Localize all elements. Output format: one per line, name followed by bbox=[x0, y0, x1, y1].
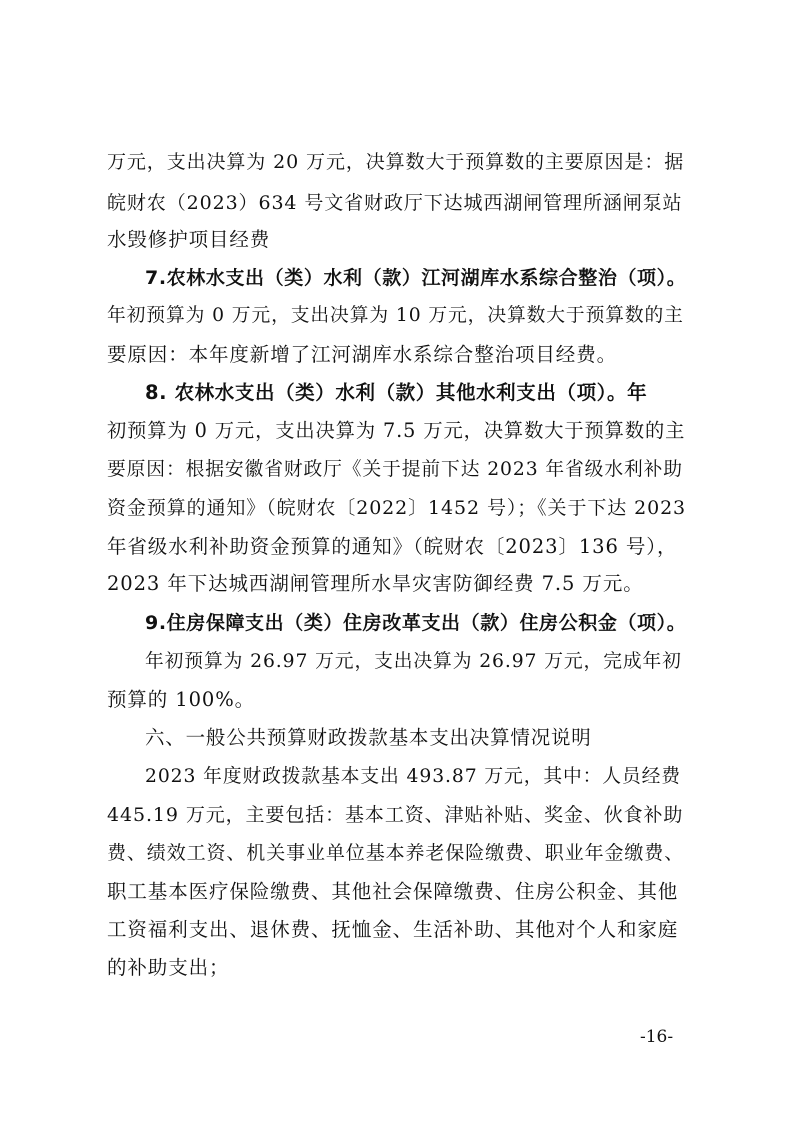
paragraph-line: 皖财农（2023）634 号文省财政厅下达城西湖闸管理所涵闸泵站 bbox=[107, 192, 683, 214]
paragraph-line: 2023 年下达城西湖闸管理所水旱灾害防御经费 7.5 万元。 bbox=[107, 572, 644, 595]
section-heading-7: 7.农林水支出（类）水利（款）江河湖库水系综合整治（项）。 bbox=[145, 267, 687, 289]
paragraph-line: 2023 年度财政拨款基本支出 493.87 万元，其中：人员经费 bbox=[145, 766, 681, 787]
section-heading-9: 9.住房保障支出（类）住房改革支出（款）住房公积金（项）。 bbox=[145, 612, 687, 634]
paragraph-line: 预算的 100%。 bbox=[107, 688, 256, 711]
paragraph-line: 资金预算的通知》（皖财农〔2022〕1452 号）；《关于下达 2023 bbox=[107, 497, 687, 519]
section-heading-8-text: 8. 农林水支出（类）水利（款）其他水利支出（项）。年 bbox=[145, 381, 648, 404]
chapter-heading-6: 六、一般公共预算财政拨款基本支出决算情况说明 bbox=[145, 726, 592, 749]
paragraph-line: 工资福利支出、退休费、抚恤金、生活补助、其他对个人和家庭 bbox=[107, 918, 679, 941]
paragraph-line: 要原因：根据安徽省财政厅《关于提前下达 2023 年省级水利补助 bbox=[107, 459, 683, 480]
section-heading-8 bbox=[145, 381, 687, 405]
paragraph-line: 年省级水利补助资金预算的通知》（皖财农〔2023〕136 号）， bbox=[107, 535, 678, 558]
page-number: -16- bbox=[640, 1027, 674, 1047]
paragraph-line: 要原因：本年度新增了江河湖库水系综合整治项目经费。 bbox=[107, 343, 618, 366]
paragraph-line: 年初预算为 0 万元，支出决算为 10 万元，决算数大于预算数的主 bbox=[107, 305, 684, 326]
paragraph-line: 445.19 万元，主要包括：基本工资、津贴补贴、奖金、伙食补助 bbox=[107, 804, 684, 826]
paragraph-line: 的补助支出； bbox=[107, 956, 230, 979]
paragraph-line: 水毁修护项目经费 bbox=[107, 228, 271, 251]
paragraph-line: 初预算为 0 万元，支出决算为 7.5 万元，决算数大于预算数的主 bbox=[107, 419, 686, 442]
paragraph-line: 万元，支出决算为 20 万元，决算数大于预算数的主要原因是：据 bbox=[107, 151, 685, 173]
paragraph-line: 职工基本医疗保险缴费、其他社会保障缴费、住房公积金、其他 bbox=[107, 880, 679, 903]
paragraph-line: 年初预算为 26.97 万元，支出决算为 26.97 万元，完成年初 bbox=[145, 651, 682, 672]
paragraph-line: 费、绩效工资、机关事业单位基本养老保险缴费、职业年金缴费、 bbox=[107, 842, 685, 864]
